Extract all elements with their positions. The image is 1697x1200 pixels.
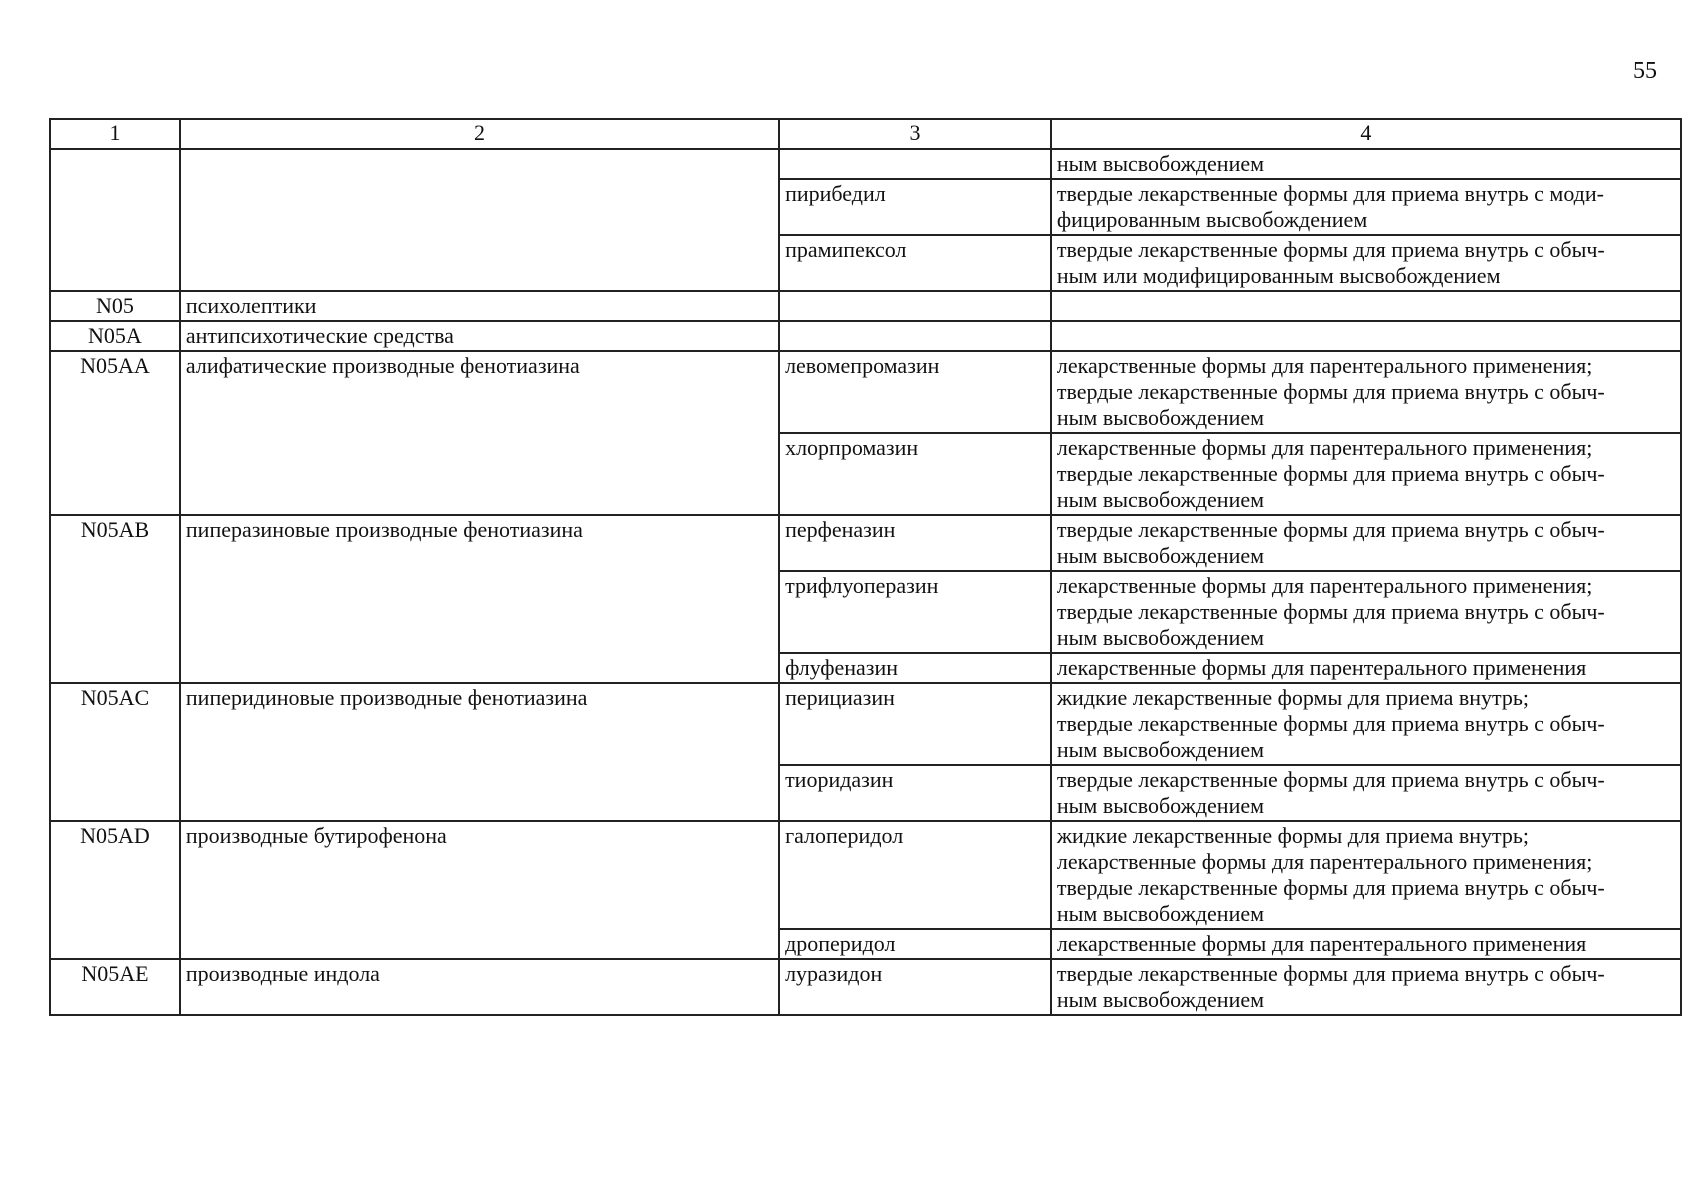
dosage-forms-cell bbox=[1051, 571, 1681, 653]
table-row bbox=[50, 149, 1681, 179]
dosage-form-line: твердые лекарственные формы для приема внутрь с обыч- bbox=[1056, 461, 1605, 486]
dosage-forms-cell bbox=[1051, 179, 1681, 235]
drug-name-cell: левомепромазин bbox=[779, 351, 1051, 433]
drug-name-cell bbox=[779, 321, 1051, 351]
dosage-form-line: ным высвобождением bbox=[1056, 737, 1265, 762]
dosage-form-line: ным высвобождением bbox=[1056, 487, 1265, 512]
dosage-form-line: твердые лекарственные формы для приема внутрь с обыч- bbox=[1056, 875, 1605, 900]
dosage-forms-cell bbox=[1051, 351, 1681, 433]
atc-code-cell: N05 bbox=[50, 291, 180, 321]
dosage-forms-cell bbox=[1051, 959, 1681, 1015]
dosage-form-line bbox=[1057, 323, 1675, 349]
dosage-form-line: лекарственные формы для парентерального применения; bbox=[1056, 435, 1593, 460]
header-row bbox=[50, 119, 1681, 149]
dosage-form-line: лекарственные формы для парентерального применения bbox=[1056, 931, 1587, 956]
dosage-forms-cell bbox=[1051, 433, 1681, 515]
atc-code-cell: N05AD bbox=[50, 821, 180, 959]
atc-code-cell: N05AC bbox=[50, 683, 180, 821]
dosage-form-line: твердые лекарственные формы для приема внутрь с обыч- bbox=[1056, 237, 1605, 262]
drug-name-cell: флуфеназин bbox=[779, 653, 1051, 683]
dosage-forms-cell bbox=[1051, 821, 1681, 929]
drug-name-cell: луразидон bbox=[779, 959, 1051, 1015]
dosage-form-line: лекарственные формы для парентерального применения; bbox=[1056, 849, 1593, 874]
header-cell: 2 bbox=[180, 119, 779, 149]
drug-table bbox=[49, 118, 1682, 1016]
table-row bbox=[50, 321, 1681, 351]
dosage-forms-cell bbox=[1051, 765, 1681, 821]
table-row bbox=[50, 291, 1681, 321]
table-row bbox=[50, 351, 1681, 433]
dosage-form-line: твердые лекарственные формы для приема внутрь с обыч- bbox=[1056, 767, 1605, 792]
drug-name-cell: хлорпромазин bbox=[779, 433, 1051, 515]
drug-name-cell: прамипексол bbox=[779, 235, 1051, 291]
drug-name-cell: тиоридазин bbox=[779, 765, 1051, 821]
dosage-form-line: ным высвобождением bbox=[1056, 987, 1265, 1012]
dosage-form-line: ным высвобождением bbox=[1056, 625, 1265, 650]
drug-name-cell: перфеназин bbox=[779, 515, 1051, 571]
dosage-forms-cell bbox=[1051, 683, 1681, 765]
dosage-forms-cell bbox=[1051, 321, 1681, 351]
table-row bbox=[50, 683, 1681, 765]
header-cell: 3 bbox=[779, 119, 1051, 149]
group-name-cell: пиперидиновые производные фенотиазина bbox=[180, 683, 779, 821]
group-name-cell: пиперазиновые производные фенотиазина bbox=[180, 515, 779, 683]
header-cell: 1 bbox=[50, 119, 180, 149]
dosage-forms-cell bbox=[1051, 515, 1681, 571]
drug-name-cell: перициазин bbox=[779, 683, 1051, 765]
page-number: 55 bbox=[1633, 58, 1657, 84]
atc-code-cell: N05A bbox=[50, 321, 180, 351]
group-name-cell: антипсихотические средства bbox=[180, 321, 779, 351]
atc-code-cell: N05AE bbox=[50, 959, 180, 1015]
dosage-forms-cell bbox=[1051, 929, 1681, 959]
dosage-forms-cell bbox=[1051, 653, 1681, 683]
dosage-form-line: твердые лекарственные формы для приема внутрь с обыч- bbox=[1056, 961, 1605, 986]
drug-name-cell: галоперидол bbox=[779, 821, 1051, 929]
dosage-form-line: жидкие лекарственные формы для приема внутрь; bbox=[1056, 685, 1530, 710]
dosage-form-line: лекарственные формы для парентерального применения; bbox=[1056, 573, 1593, 598]
dosage-form-line: твердые лекарственные формы для приема внутрь с моди- bbox=[1056, 181, 1604, 206]
dosage-form-line: жидкие лекарственные формы для приема внутрь; bbox=[1056, 823, 1530, 848]
dosage-form-line: ным высвобождением bbox=[1056, 793, 1265, 818]
dosage-form-line: фицированным высвобождением bbox=[1056, 207, 1368, 232]
drug-name-cell: дроперидол bbox=[779, 929, 1051, 959]
table-row bbox=[50, 515, 1681, 571]
dosage-form-line: ным высвобождением bbox=[1056, 151, 1265, 176]
table-row bbox=[50, 821, 1681, 929]
dosage-form-line: твердые лекарственные формы для приема внутрь с обыч- bbox=[1056, 711, 1605, 736]
drug-name-cell: трифлуоперазин bbox=[779, 571, 1051, 653]
atc-code-cell: N05AA bbox=[50, 351, 180, 515]
dosage-form-line: лекарственные формы для парентерального применения bbox=[1056, 655, 1587, 680]
dosage-forms-cell bbox=[1051, 291, 1681, 321]
table-row bbox=[50, 959, 1681, 1015]
dosage-form-line: ным высвобождением bbox=[1056, 543, 1265, 568]
drug-name-cell: пирибедил bbox=[779, 179, 1051, 235]
table-body bbox=[50, 149, 1681, 1015]
atc-code-cell: N05AB bbox=[50, 515, 180, 683]
group-name-cell: психолептики bbox=[180, 291, 779, 321]
drug-name-cell bbox=[779, 149, 1051, 179]
group-name-cell: производные индола bbox=[180, 959, 779, 1015]
group-name-cell bbox=[180, 149, 779, 291]
dosage-forms-cell bbox=[1051, 235, 1681, 291]
dosage-form-line: твердые лекарственные формы для приема внутрь с обыч- bbox=[1056, 599, 1605, 624]
dosage-form-line: ным или модифицированным высвобождением bbox=[1056, 263, 1501, 288]
dosage-form-line bbox=[1057, 293, 1675, 319]
drug-name-cell bbox=[779, 291, 1051, 321]
header-cell: 4 bbox=[1051, 119, 1681, 149]
dosage-form-line: твердые лекарственные формы для приема внутрь с обыч- bbox=[1056, 517, 1605, 542]
dosage-forms-cell bbox=[1051, 149, 1681, 179]
dosage-form-line: ным высвобождением bbox=[1056, 901, 1265, 926]
group-name-cell: алифатические производные фенотиазина bbox=[180, 351, 779, 515]
group-name-cell: производные бутирофенона bbox=[180, 821, 779, 959]
dosage-form-line: твердые лекарственные формы для приема внутрь с обыч- bbox=[1056, 379, 1605, 404]
dosage-form-line: ным высвобождением bbox=[1056, 405, 1265, 430]
dosage-form-line: лекарственные формы для парентерального применения; bbox=[1056, 353, 1593, 378]
atc-code-cell bbox=[50, 149, 180, 291]
